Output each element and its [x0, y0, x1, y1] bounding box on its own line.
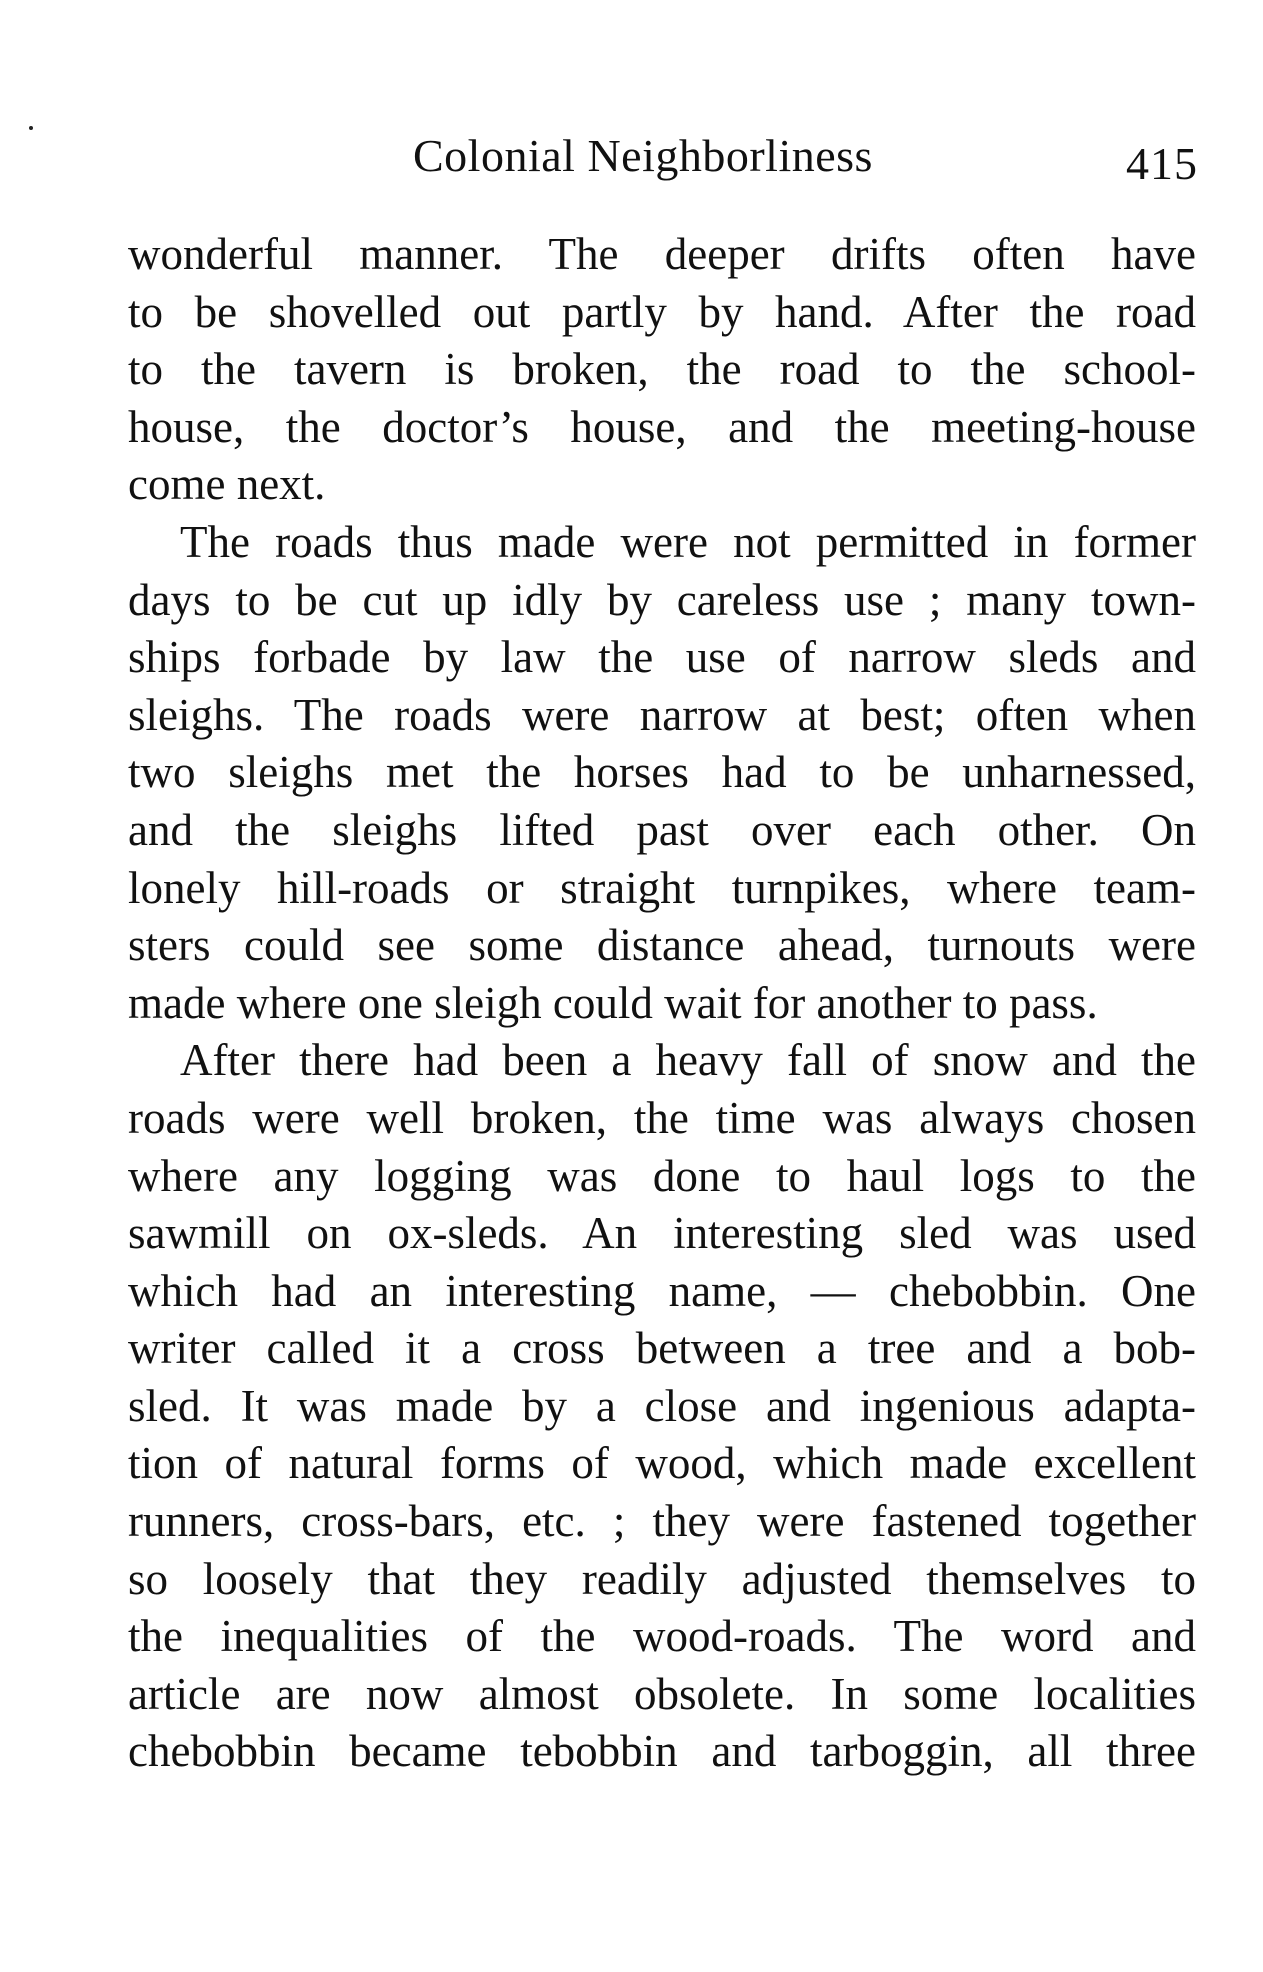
text-line: house, the doctor’s house, and the meeting-house — [128, 401, 1196, 452]
text-line: article are now almost obsolete. In some localities — [128, 1668, 1196, 1719]
text-line: ships forbade by law the use of narrow sleds and — [128, 632, 1196, 683]
paragraph — [128, 514, 1196, 1032]
paragraph — [128, 226, 1196, 514]
running-title: Colonial Neighborliness — [413, 130, 873, 181]
text-line: the inequalities of the wood-roads. The word and — [128, 1611, 1196, 1662]
text-line: to the tavern is broken, the road to the school- — [128, 344, 1196, 395]
text-line: and the sleighs lifted past over each other. On — [128, 804, 1196, 855]
text-line: sled. It was made by a close and ingenious adapta- — [128, 1380, 1196, 1431]
text-line: wonderful manner. The deeper drifts often have — [128, 229, 1196, 279]
text-line: sleighs. The roads were narrow at best; often when — [128, 689, 1196, 740]
text-line: roads were well broken, the time was always chosen — [128, 1092, 1196, 1143]
text-line: made where one sleigh could wait for another to pass. — [128, 977, 1098, 1028]
stray-ink-dot — [29, 126, 33, 130]
text-line: writer called it a cross between a tree and a bob- — [128, 1323, 1196, 1374]
text-line: The roads thus made were not permitted in former — [180, 516, 1196, 567]
text-line: days to be cut up idly by careless use ; many town- — [128, 574, 1196, 625]
text-line: so loosely that they readily adjusted themselves to — [128, 1553, 1196, 1604]
paragraph — [128, 1032, 1196, 1781]
text-line: tion of natural forms of wood, which made excellent — [128, 1438, 1196, 1489]
text-line: runners, cross-bars, etc. ; they were fastened together — [128, 1496, 1196, 1547]
body-text — [128, 226, 1196, 1781]
text-line: to be shovelled out partly by hand. After the road — [128, 286, 1196, 337]
text-line: sters could see some distance ahead, turnouts were — [128, 920, 1196, 971]
text-line: chebobbin became tebobbin and tarboggin, all three — [128, 1726, 1196, 1777]
text-line: which had an interesting name, — chebobbin. One — [128, 1265, 1196, 1316]
text-line: come next. — [128, 459, 326, 510]
text-line: sawmill on ox-sleds. An interesting sled was used — [128, 1208, 1196, 1259]
text-line: lonely hill-roads or straight turnpikes, where team- — [128, 862, 1196, 913]
text-line: where any logging was done to haul logs to the — [128, 1150, 1196, 1201]
text-line: two sleighs met the horses had to be unharnessed, — [128, 747, 1196, 798]
text-line: After there had been a heavy fall of snow and the — [180, 1035, 1196, 1086]
running-head — [128, 128, 1198, 188]
page-number: 415 — [1126, 138, 1198, 189]
